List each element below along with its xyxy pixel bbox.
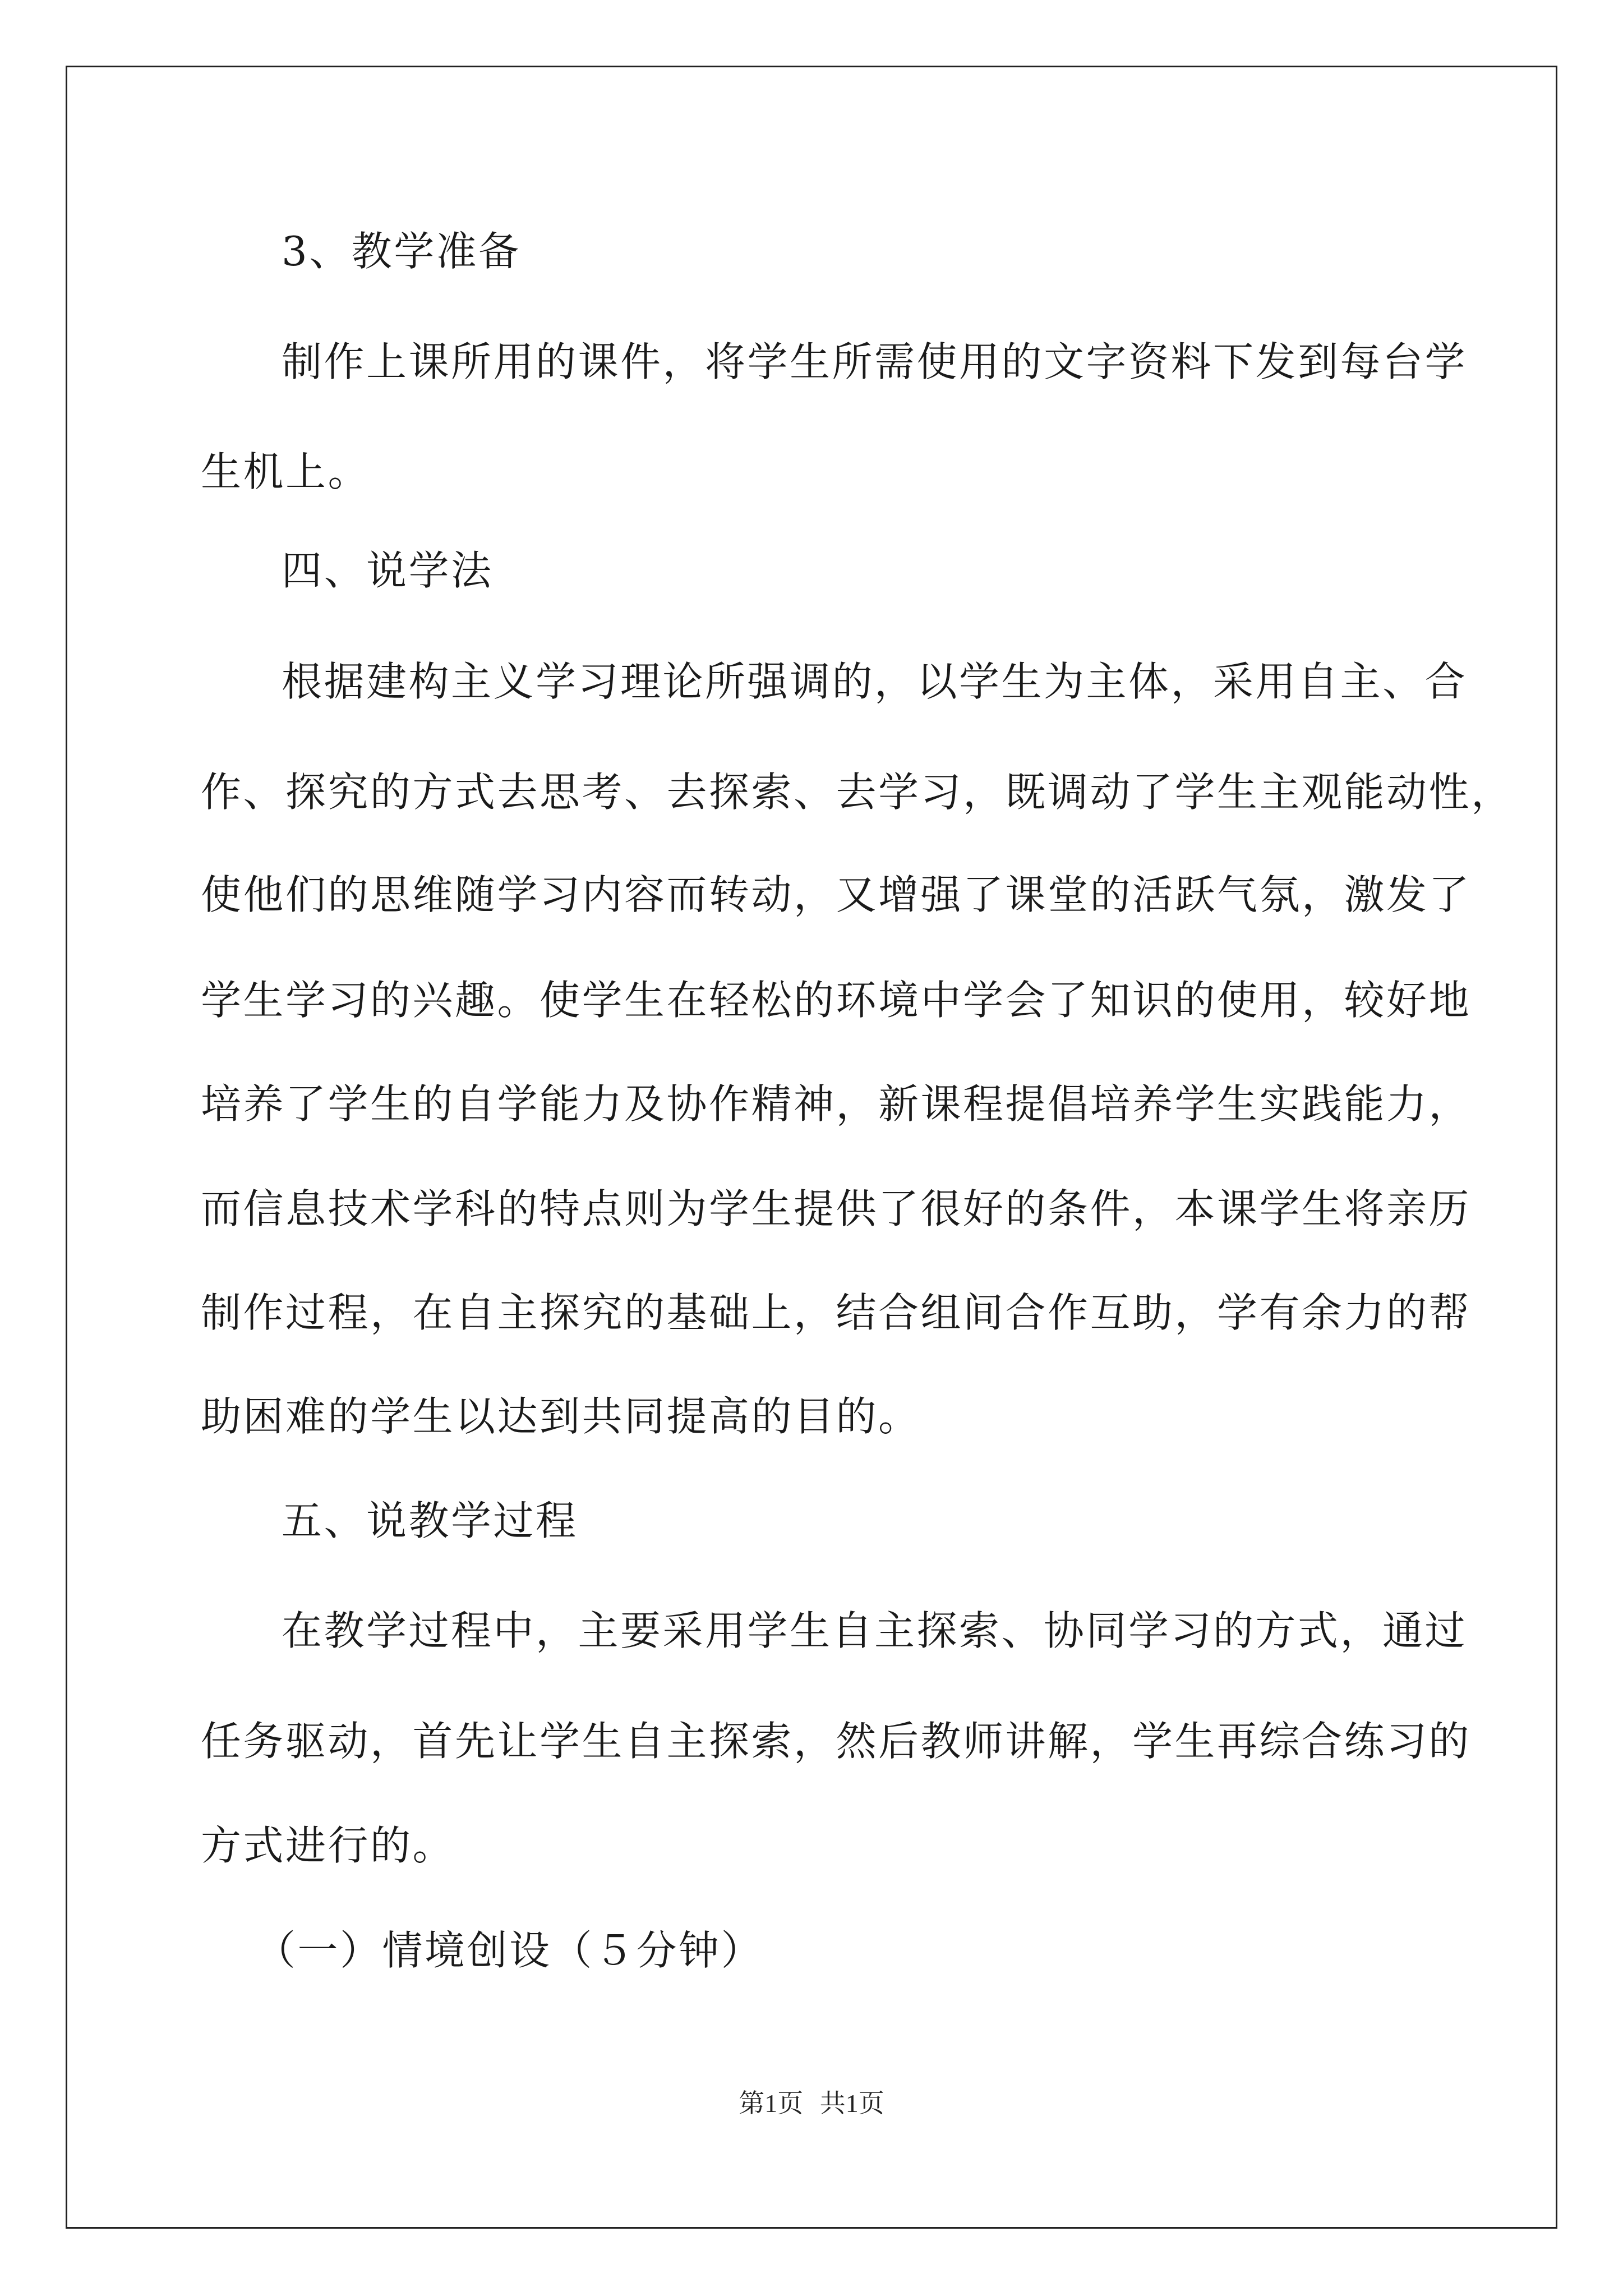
paragraph-line: 而信息技术学科的特点则为学生提供了很好的条件，本课学生将亲历 — [201, 1185, 1472, 1232]
paragraph-line: 制作上课所用的课件，将学生所需使用的文字资料下发到每台学 — [282, 338, 1468, 385]
paragraph-line: 作、探究的方式去思考、去探索、去学习，既调动了学生主观能动性， — [201, 769, 1514, 816]
section-heading-learning-method: 四、说学法 — [282, 547, 494, 594]
paragraph-line: 使他们的思维随学习内容而转动，又增强了课堂的活跃气氛，激发了 — [201, 871, 1472, 918]
paragraph-line: 制作过程，在自主探究的基础上，结合组间合作互助，学有余力的帮 — [201, 1289, 1472, 1336]
paragraph-line: 在教学过程中，主要采用学生自主探索、协同学习的方式，通过 — [282, 1607, 1468, 1654]
paragraph-line: 学生学习的兴趣。使学生在轻松的环境中学会了知识的使用，较好地 — [201, 977, 1472, 1024]
paragraph-line: 方式进行的。 — [201, 1822, 455, 1869]
section-heading-teaching-process: 五、说教学过程 — [282, 1497, 578, 1544]
page-border — [66, 66, 1557, 2229]
subsection-heading-scenario: （一）情境创设（５分钟） — [255, 1927, 764, 1974]
section-heading-teaching-preparation: 3、教学准备 — [282, 228, 521, 275]
paragraph-line: 任务驱动，首先让学生自主探索，然后教师讲解，学生再综合练习的 — [201, 1718, 1472, 1765]
paragraph-line: 生机上。 — [201, 448, 371, 495]
paragraph-line: 根据建构主义学习理论所强调的，以学生为主体，采用自主、合 — [282, 658, 1468, 705]
page-footer: 第1页 共1页 — [739, 2089, 884, 2118]
paragraph-line: 助困难的学生以达到共同提高的目的。 — [201, 1393, 921, 1440]
paragraph-line: 培养了学生的自学能力及协作精神，新课程提倡培养学生实践能力， — [201, 1080, 1472, 1128]
